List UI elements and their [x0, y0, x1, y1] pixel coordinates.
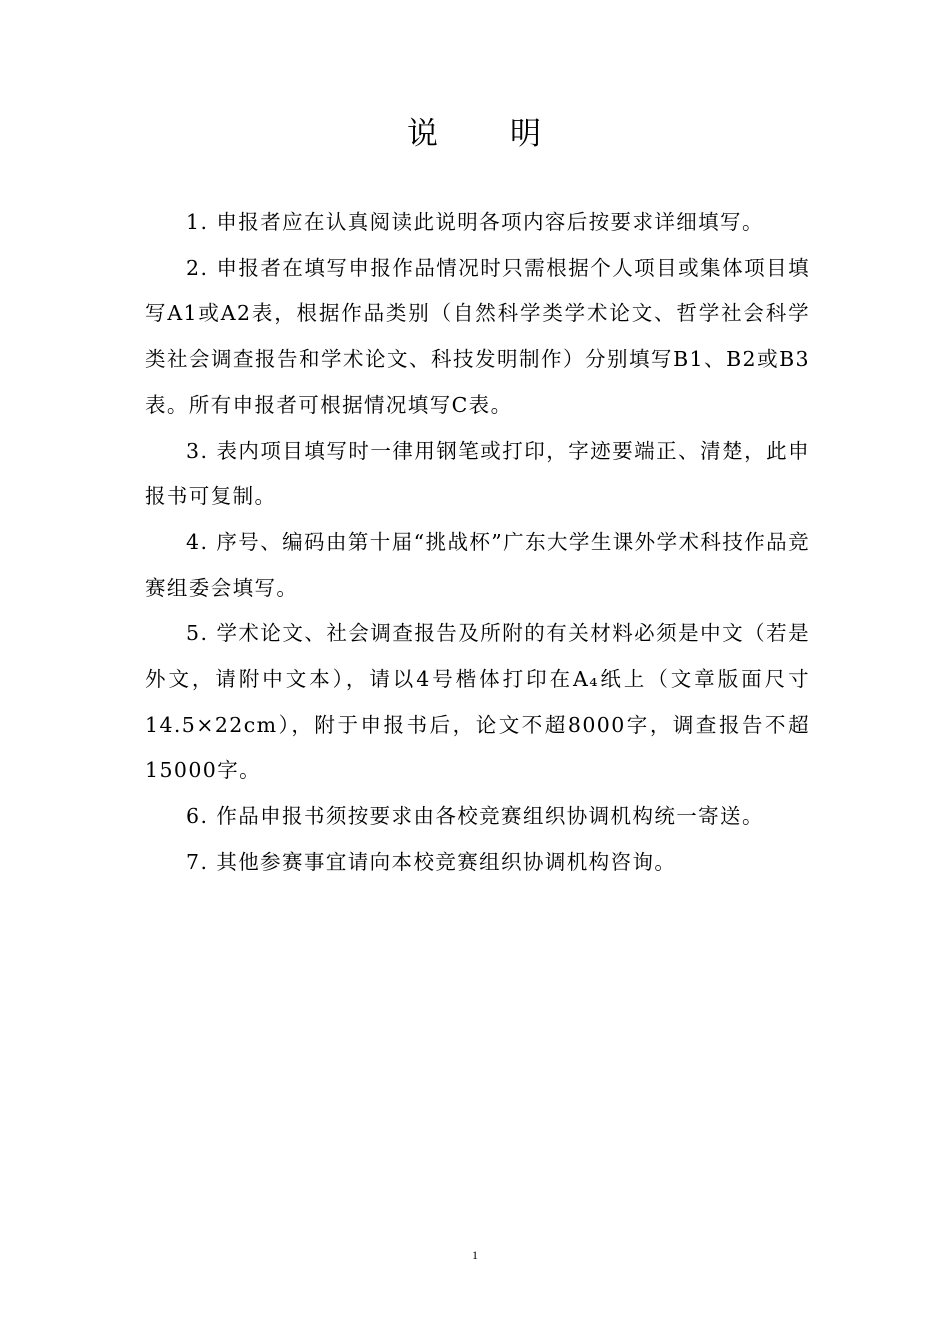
item-text: 序号、编码由第十届“挑战杯”广东大学生课外学术科技作品竞赛组委会填写。 — [145, 529, 810, 600]
item-text: 学术论文、社会调查报告及所附的有关材料必须是中文（若是外文，请附中文本），请以4号楷体打印在A₄纸上（文章版面尺寸14.5×22cm），附于申报书后，论文不超8000字，调查报告不超15000字。 — [145, 621, 810, 783]
instruction-item-3 — [145, 429, 810, 520]
item-text: 其他参赛事宜请向本校竞赛组织协调机构咨询。 — [216, 849, 677, 874]
item-text: 申报者在填写申报作品情况时只需根据个人项目或集体项目填写A1或A2表，根据作品类别（自然科学类学术论文、哲学社会科学类社会调查报告和学术论文、科技发明制作）分别填写B1、B2或B3表。所有申报者可根据情况填写C表。 — [145, 255, 810, 417]
item-number: 3. — [186, 438, 209, 463]
instruction-item-7 — [145, 840, 810, 886]
item-number: 1. — [186, 210, 209, 234]
instruction-item-5 — [145, 611, 810, 794]
item-number: 5. — [186, 621, 209, 646]
item-text: 作品申报书须按要求由各校竞赛组织协调机构统一寄送。 — [216, 804, 764, 829]
instructions-list — [145, 200, 810, 886]
item-text: 表内项目填写时一律用钢笔或打印，字迹要端正、清楚，此申报书可复制。 — [145, 438, 810, 509]
title-char-right: 明 — [510, 116, 543, 152]
page-title — [0, 108, 950, 160]
instruction-item-2 — [145, 246, 810, 429]
item-number: 7. — [186, 849, 209, 874]
item-number: 6. — [186, 804, 209, 829]
instruction-item-6 — [145, 794, 810, 840]
item-number: 2. — [186, 255, 209, 280]
item-number: 4. — [186, 529, 209, 554]
instruction-item-4 — [145, 520, 810, 611]
title-char-left: 说 — [407, 116, 440, 152]
page-number: 1 — [472, 1248, 478, 1262]
item-text: 申报者应在认真阅读此说明各项内容后按要求详细填写。 — [216, 210, 764, 234]
instruction-item-1 — [145, 200, 810, 246]
